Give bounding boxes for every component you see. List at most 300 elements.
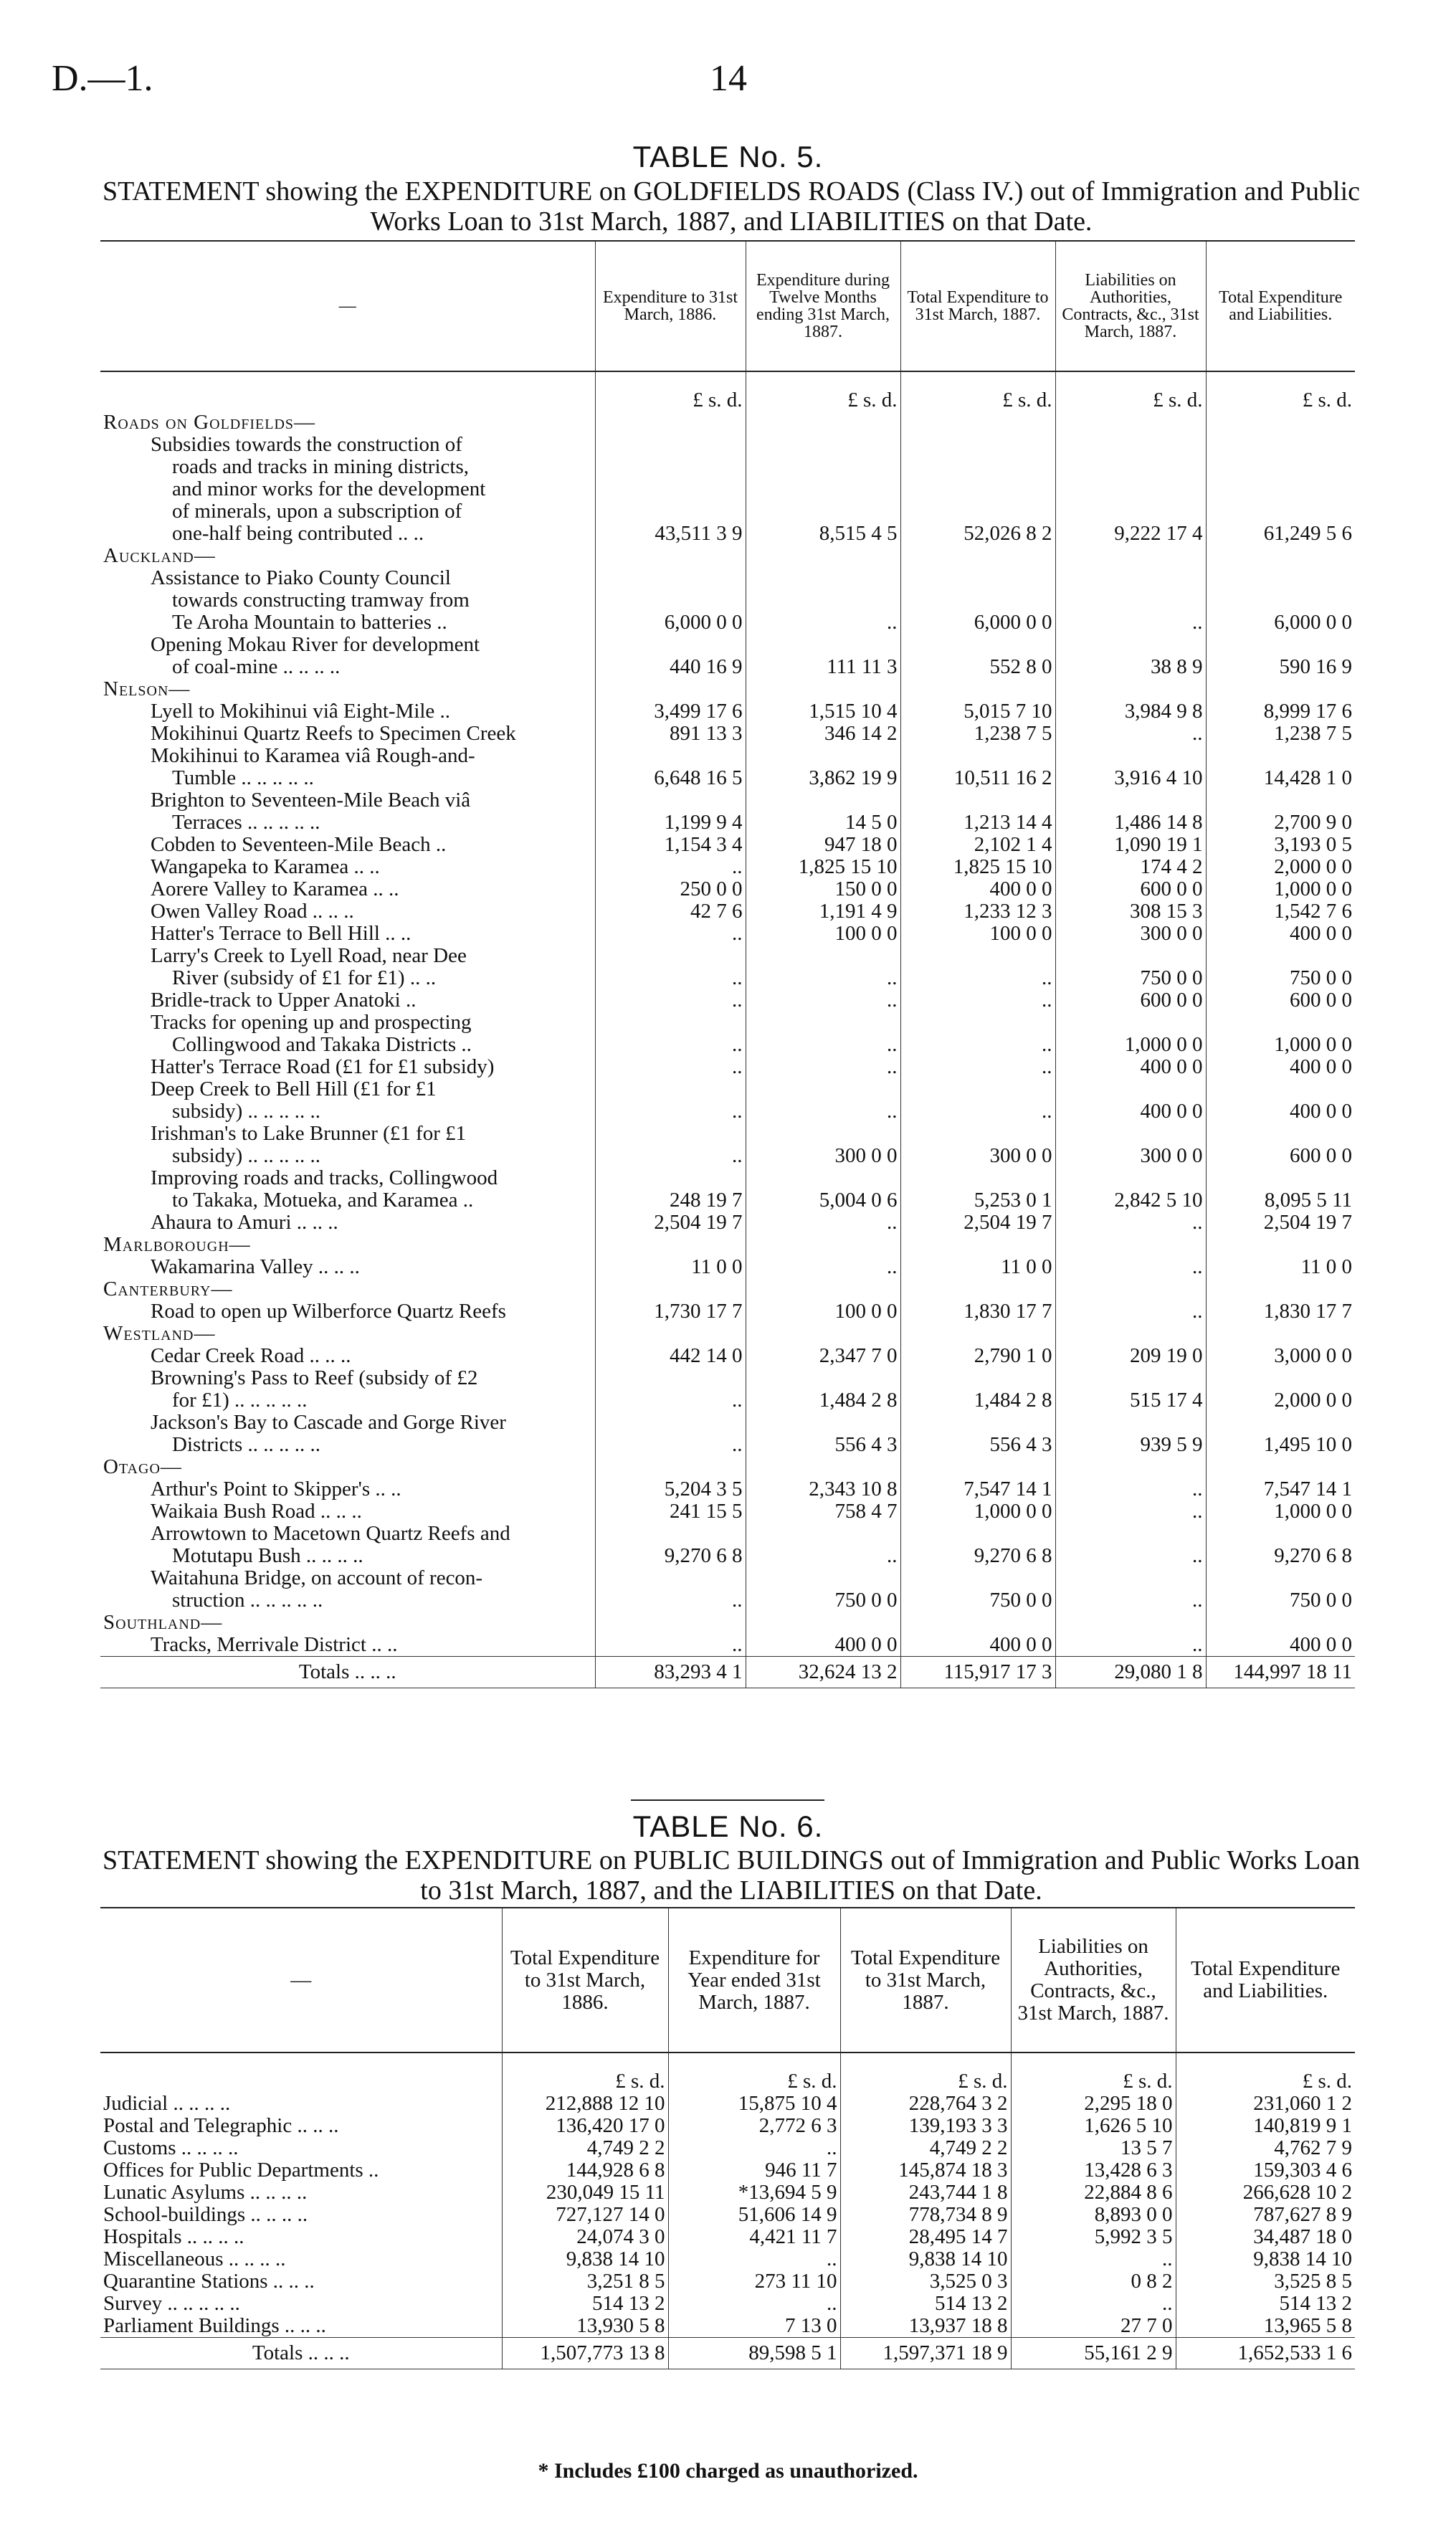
- table-row: [100, 1123, 1355, 1145]
- amount-cell: [900, 745, 1055, 767]
- row-description: Quarantine Stations .. .. ..: [103, 2270, 315, 2293]
- amount-cell: 308 15 3: [1055, 900, 1206, 923]
- table-row: [100, 1300, 1355, 1323]
- amount-cell: ..: [746, 1545, 900, 1567]
- amount-cell: ..: [1055, 723, 1206, 745]
- amount-cell: 750 0 0: [900, 1589, 1055, 1612]
- table-row: [100, 612, 1355, 634]
- amount-cell: [1206, 745, 1355, 767]
- amount-cell: 400 0 0: [746, 1634, 900, 1657]
- amount-cell: [746, 589, 900, 612]
- row-description: School-buildings .. .. .. ..: [103, 2204, 308, 2226]
- total-amount-cell: 1,507,773 13 8: [502, 2338, 668, 2369]
- amount-cell: 556 4 3: [900, 1434, 1055, 1456]
- amount-cell: 346 14 2: [746, 723, 900, 745]
- amount-cell: 9,838 14 10: [1176, 2248, 1355, 2270]
- amount-cell: [746, 1167, 900, 1189]
- amount-cell: 1,495 10 0: [1206, 1434, 1355, 1456]
- amount-cell: 9,838 14 10: [502, 2248, 668, 2270]
- amount-cell: [1206, 1412, 1355, 1434]
- row-description: Deep Creek to Bell Hill (£1 for £1: [151, 1078, 437, 1100]
- amount-cell: 1,825 15 10: [746, 856, 900, 878]
- amount-cell: 1,484 2 8: [900, 1389, 1055, 1412]
- amount-cell: 515 17 4: [1055, 1389, 1206, 1412]
- table-row: [100, 500, 1355, 523]
- row-description: and minor works for the development: [172, 478, 486, 500]
- amount-cell: 758 4 7: [746, 1500, 900, 1523]
- amount-cell: 243,744 1 8: [840, 2182, 1011, 2204]
- table-row: [100, 989, 1355, 1012]
- amount-cell: [1206, 1367, 1355, 1389]
- row-description: Brighton to Seventeen-Mile Beach viâ: [151, 789, 471, 812]
- total-amount-cell: 1,597,371 18 9: [840, 2338, 1011, 2369]
- amount-cell: [595, 1367, 746, 1389]
- total-amount-cell: 115,917 17 3: [900, 1657, 1055, 1688]
- footnote: * Includes £100 charged as unauthorized.: [538, 2459, 918, 2483]
- table5-header-col1: Expenditure to 31st March, 1886.: [595, 241, 746, 371]
- amount-cell: 9,222 17 4: [1055, 523, 1206, 545]
- amount-cell: 14,428 1 0: [1206, 767, 1355, 789]
- amount-cell: [746, 945, 900, 967]
- amount-cell: 100 0 0: [746, 923, 900, 945]
- amount-cell: [1055, 1456, 1206, 1478]
- amount-cell: 2,700 9 0: [1206, 812, 1355, 834]
- table-row: [100, 545, 1355, 567]
- amount-cell: [1206, 1323, 1355, 1345]
- amount-cell: 42 7 6: [595, 900, 746, 923]
- amount-cell: [595, 545, 746, 567]
- amount-cell: [595, 1078, 746, 1100]
- amount-cell: 1,000 0 0: [900, 1500, 1055, 1523]
- amount-cell: ..: [746, 967, 900, 989]
- amount-cell: 228,764 3 2: [840, 2093, 1011, 2115]
- amount-cell: [900, 478, 1055, 500]
- table-row: [100, 2159, 1355, 2182]
- row-description: subsidy) .. .. .. .. ..: [172, 1100, 321, 1123]
- amount-cell: 1,626 5 10: [1011, 2115, 1176, 2137]
- amount-cell: [595, 412, 746, 434]
- currency-unit-label: £ s. d.: [1206, 371, 1355, 412]
- row-description: Te Aroha Mountain to batteries ..: [172, 612, 447, 634]
- row-description: Motutapu Bush .. .. .. ..: [172, 1545, 363, 1567]
- row-description: Parliament Buildings .. .. ..: [103, 2315, 326, 2337]
- amount-cell: 400 0 0: [1055, 1100, 1206, 1123]
- amount-cell: [595, 745, 746, 767]
- row-description: Bridle-track to Upper Anatoki ..: [151, 989, 417, 1012]
- amount-cell: 514 13 2: [502, 2293, 668, 2315]
- amount-cell: [595, 567, 746, 589]
- amount-cell: [1055, 456, 1206, 478]
- amount-cell: 100 0 0: [746, 1300, 900, 1323]
- amount-cell: 4,762 7 9: [1176, 2137, 1355, 2159]
- amount-cell: [1206, 567, 1355, 589]
- amount-cell: 13,937 18 8: [840, 2315, 1011, 2338]
- row-description: roads and tracks in mining districts,: [172, 456, 469, 478]
- amount-cell: [1206, 412, 1355, 434]
- amount-cell: [595, 1523, 746, 1545]
- amount-cell: [595, 1012, 746, 1034]
- amount-cell: [595, 1612, 746, 1634]
- amount-cell: ..: [595, 1389, 746, 1412]
- table-row: [100, 656, 1355, 678]
- amount-cell: [746, 634, 900, 656]
- amount-cell: 400 0 0: [1206, 1634, 1355, 1657]
- amount-cell: 400 0 0: [900, 878, 1055, 900]
- amount-cell: [1206, 1567, 1355, 1589]
- table-row: [100, 945, 1355, 967]
- row-description: Miscellaneous .. .. .. ..: [103, 2248, 286, 2270]
- amount-cell: 778,734 8 9: [840, 2204, 1011, 2226]
- amount-cell: 5,204 3 5: [595, 1478, 746, 1500]
- amount-cell: [900, 789, 1055, 812]
- row-description: Browning's Pass to Reef (subsidy of £2: [151, 1367, 478, 1389]
- amount-cell: [900, 1323, 1055, 1345]
- amount-cell: 11 0 0: [595, 1256, 746, 1278]
- amount-cell: [595, 1123, 746, 1145]
- amount-cell: 2,790 1 0: [900, 1345, 1055, 1367]
- amount-cell: 1,233 12 3: [900, 900, 1055, 923]
- amount-cell: [1055, 1367, 1206, 1389]
- amount-cell: 4,749 2 2: [840, 2137, 1011, 2159]
- amount-cell: 891 13 3: [595, 723, 746, 745]
- amount-cell: [1206, 1123, 1355, 1145]
- amount-cell: [746, 1412, 900, 1434]
- table6-header-col5: Total Expenditure and Liabilities.: [1176, 1908, 1355, 2053]
- row-description: Tracks, Merrivale District .. ..: [151, 1634, 398, 1656]
- amount-cell: 34,487 18 0: [1176, 2226, 1355, 2248]
- amount-cell: [746, 1012, 900, 1034]
- table-row: [100, 1389, 1355, 1412]
- amount-cell: 750 0 0: [1055, 967, 1206, 989]
- amount-cell: 43,511 3 9: [595, 523, 746, 545]
- amount-cell: 24,074 3 0: [502, 2226, 668, 2248]
- table-row: [100, 1434, 1355, 1456]
- amount-cell: 13,428 6 3: [1011, 2159, 1176, 2182]
- amount-cell: ..: [900, 1034, 1055, 1056]
- amount-cell: 273 11 10: [668, 2270, 840, 2293]
- amount-cell: ..: [900, 1100, 1055, 1123]
- amount-cell: 1,000 0 0: [1055, 1034, 1206, 1056]
- amount-cell: 5,004 0 6: [746, 1189, 900, 1212]
- amount-cell: ..: [595, 1034, 746, 1056]
- currency-unit-label: £ s. d.: [595, 371, 746, 412]
- amount-cell: 174 4 2: [1055, 856, 1206, 878]
- row-description: Lyell to Mokihinui viâ Eight-Mile ..: [151, 700, 451, 723]
- amount-cell: 440 16 9: [595, 656, 746, 678]
- row-description: Postal and Telegraphic .. .. ..: [103, 2115, 339, 2137]
- amount-cell: ..: [746, 989, 900, 1012]
- amount-cell: [1206, 589, 1355, 612]
- row-description: Mokihinui to Karamea viâ Rough-and-: [151, 745, 475, 767]
- amount-cell: [1206, 1078, 1355, 1100]
- amount-cell: [746, 456, 900, 478]
- table-row: [100, 678, 1355, 700]
- district-heading: Nelson—: [103, 678, 191, 700]
- table5: [100, 240, 1355, 1688]
- table-row: [100, 745, 1355, 767]
- currency-blank: [100, 2053, 502, 2093]
- amount-cell: 600 0 0: [1206, 989, 1355, 1012]
- amount-cell: [1206, 1167, 1355, 1189]
- amount-cell: 514 13 2: [840, 2293, 1011, 2315]
- amount-cell: [1206, 500, 1355, 523]
- row-description: Tumble .. .. .. .. ..: [172, 767, 314, 789]
- amount-cell: [1055, 1234, 1206, 1256]
- amount-cell: ..: [1055, 612, 1206, 634]
- amount-cell: ..: [668, 2293, 840, 2315]
- amount-cell: [1206, 789, 1355, 812]
- amount-cell: 2,504 19 7: [595, 1212, 746, 1234]
- total-amount-cell: 83,293 4 1: [595, 1657, 746, 1688]
- row-description: Subsidies towards the construction of: [151, 434, 462, 456]
- amount-cell: [1055, 1123, 1206, 1145]
- amount-cell: [900, 589, 1055, 612]
- row-description: Customs .. .. .. ..: [103, 2137, 239, 2159]
- amount-cell: [1206, 1456, 1355, 1478]
- row-description: Owen Valley Road .. .. ..: [151, 900, 354, 923]
- row-description: Offices for Public Departments ..: [103, 2159, 379, 2182]
- amount-cell: 10,511 16 2: [900, 767, 1055, 789]
- amount-cell: [746, 678, 900, 700]
- amount-cell: 400 0 0: [900, 1634, 1055, 1657]
- table5-statement: STATEMENT showing the EXPENDITURE on GOLDFIELDS ROADS (Class IV.) out of Immigration and Public Works Loan to 31st March, 1887, and LIABILITIES on that Date.: [102, 176, 1361, 237]
- table6-header-col3: Total Expenditure to 31st March, 1887.: [840, 1908, 1011, 2053]
- table-row: [100, 723, 1355, 745]
- amount-cell: 14 5 0: [746, 812, 900, 834]
- amount-cell: 3,525 0 3: [840, 2270, 1011, 2293]
- amount-cell: 140,819 9 1: [1176, 2115, 1355, 2137]
- row-description: Mokihinui Quartz Reefs to Specimen Creek: [151, 723, 516, 745]
- table-row: [100, 456, 1355, 478]
- table5-header-description: —: [100, 241, 595, 371]
- amount-cell: 2,000 0 0: [1206, 1389, 1355, 1412]
- amount-cell: [746, 1123, 900, 1145]
- amount-cell: 2,772 6 3: [668, 2115, 840, 2137]
- amount-cell: [1055, 434, 1206, 456]
- amount-cell: [595, 1412, 746, 1434]
- amount-cell: 1,830 17 7: [900, 1300, 1055, 1323]
- table-row: [100, 2115, 1355, 2137]
- amount-cell: [1206, 1523, 1355, 1545]
- table-row: [100, 1012, 1355, 1034]
- totals-label: Totals .. .. ..: [100, 1657, 595, 1688]
- amount-cell: [595, 500, 746, 523]
- table-row: [100, 2270, 1355, 2293]
- table-row: [100, 2293, 1355, 2315]
- table-row: [100, 434, 1355, 456]
- table-row: [100, 1545, 1355, 1567]
- amount-cell: [900, 1167, 1055, 1189]
- amount-cell: [746, 745, 900, 767]
- row-description: struction .. .. .. .. ..: [172, 1589, 323, 1612]
- amount-cell: [900, 500, 1055, 523]
- table-row: [100, 2137, 1355, 2159]
- amount-cell: 150 0 0: [746, 878, 900, 900]
- amount-cell: 1,484 2 8: [746, 1389, 900, 1412]
- row-description: Cedar Creek Road .. .. ..: [151, 1345, 351, 1367]
- amount-cell: 1,515 10 4: [746, 700, 900, 723]
- amount-cell: 250 0 0: [595, 878, 746, 900]
- row-description: Assistance to Piako County Council: [151, 567, 451, 589]
- amount-cell: [900, 1412, 1055, 1434]
- amount-cell: 400 0 0: [1206, 1100, 1355, 1123]
- table-row: [100, 2182, 1355, 2204]
- amount-cell: ..: [900, 989, 1055, 1012]
- amount-cell: 4,421 11 7: [668, 2226, 840, 2248]
- amount-cell: 400 0 0: [1206, 1056, 1355, 1078]
- row-description: Hatter's Terrace Road (£1 for £1 subsidy): [151, 1056, 495, 1078]
- table-row: [100, 2204, 1355, 2226]
- table6-header-col2: Expenditure for Year ended 31st March, 1887.: [668, 1908, 840, 2053]
- district-heading: Westland—: [103, 1323, 216, 1345]
- amount-cell: *13,694 5 9: [668, 2182, 840, 2204]
- amount-cell: [900, 1456, 1055, 1478]
- amount-cell: 144,928 6 8: [502, 2159, 668, 2182]
- amount-cell: 1,000 0 0: [1206, 1500, 1355, 1523]
- amount-cell: 3,916 4 10: [1055, 767, 1206, 789]
- row-description: Road to open up Wilberforce Quartz Reefs: [151, 1300, 506, 1323]
- amount-cell: [746, 1323, 900, 1345]
- amount-cell: ..: [1055, 1212, 1206, 1234]
- table-row: [100, 412, 1355, 434]
- amount-cell: [900, 1123, 1055, 1145]
- amount-cell: 6,000 0 0: [595, 612, 746, 634]
- amount-cell: 1,830 17 7: [1206, 1300, 1355, 1323]
- table6-header-col1: Total Expenditure to 31st March, 1886.: [502, 1908, 668, 2053]
- amount-cell: [595, 1567, 746, 1589]
- amount-cell: 139,193 3 3: [840, 2115, 1011, 2137]
- amount-cell: 4,749 2 2: [502, 2137, 668, 2159]
- amount-cell: [746, 478, 900, 500]
- total-amount-cell: 1,652,533 1 6: [1176, 2338, 1355, 2369]
- amount-cell: ..: [1055, 1478, 1206, 1500]
- page-number: 14: [710, 58, 747, 99]
- table-row: [100, 1145, 1355, 1167]
- amount-cell: 590 16 9: [1206, 656, 1355, 678]
- table-row: [100, 1500, 1355, 1523]
- table-row: [100, 1256, 1355, 1278]
- amount-cell: [595, 434, 746, 456]
- amount-cell: 1,000 0 0: [1206, 1034, 1355, 1056]
- amount-cell: 1,238 7 5: [1206, 723, 1355, 745]
- district-heading: Canterbury—: [103, 1278, 233, 1300]
- page-reference: D.—1.: [52, 58, 153, 99]
- table-row: [100, 1056, 1355, 1078]
- amount-cell: [1055, 1278, 1206, 1300]
- amount-cell: 600 0 0: [1055, 878, 1206, 900]
- amount-cell: 2,842 5 10: [1055, 1189, 1206, 1212]
- amount-cell: 600 0 0: [1206, 1145, 1355, 1167]
- amount-cell: 1,730 17 7: [595, 1300, 746, 1323]
- row-description: Opening Mokau River for development: [151, 634, 480, 656]
- amount-cell: [746, 1078, 900, 1100]
- district-heading: Roads on Goldfields—: [103, 412, 316, 434]
- section-divider: [631, 1799, 824, 1801]
- currency-blank: [100, 371, 595, 412]
- amount-cell: 6,000 0 0: [1206, 612, 1355, 634]
- table-row: [100, 700, 1355, 723]
- amount-cell: [595, 789, 746, 812]
- amount-cell: [900, 1278, 1055, 1300]
- amount-cell: 52,026 8 2: [900, 523, 1055, 545]
- amount-cell: 241 15 5: [595, 1500, 746, 1523]
- amount-cell: [1055, 1078, 1206, 1100]
- amount-cell: 6,000 0 0: [900, 612, 1055, 634]
- amount-cell: [1206, 478, 1355, 500]
- amount-cell: ..: [595, 1634, 746, 1657]
- table5-totals-row: [100, 1657, 1355, 1688]
- amount-cell: 2,347 7 0: [746, 1345, 900, 1367]
- amount-cell: 2,504 19 7: [900, 1212, 1055, 1234]
- amount-cell: 556 4 3: [746, 1434, 900, 1456]
- table-row: [100, 1100, 1355, 1123]
- table-row: [100, 1323, 1355, 1345]
- amount-cell: [1055, 945, 1206, 967]
- amount-cell: [746, 789, 900, 812]
- amount-cell: 11 0 0: [900, 1256, 1055, 1278]
- amount-cell: 1,090 19 1: [1055, 834, 1206, 856]
- row-description: Collingwood and Takaka Districts ..: [172, 1034, 472, 1056]
- row-description: Larry's Creek to Lyell Road, near Dee: [151, 945, 467, 967]
- amount-cell: 3,499 17 6: [595, 700, 746, 723]
- amount-cell: [900, 1078, 1055, 1100]
- total-amount-cell: 55,161 2 9: [1011, 2338, 1176, 2369]
- amount-cell: ..: [595, 1100, 746, 1123]
- amount-cell: 3,193 0 5: [1206, 834, 1355, 856]
- amount-cell: [1206, 1612, 1355, 1634]
- row-description: Cobden to Seventeen-Mile Beach ..: [151, 834, 447, 856]
- amount-cell: 61,249 5 6: [1206, 523, 1355, 545]
- amount-cell: 2,504 19 7: [1206, 1212, 1355, 1234]
- amount-cell: ..: [1011, 2293, 1176, 2315]
- row-description: Wakamarina Valley .. .. ..: [151, 1256, 360, 1278]
- amount-cell: 727,127 14 0: [502, 2204, 668, 2226]
- amount-cell: 3,862 19 9: [746, 767, 900, 789]
- amount-cell: [1206, 678, 1355, 700]
- amount-cell: ..: [668, 2137, 840, 2159]
- amount-cell: [595, 478, 746, 500]
- amount-cell: [746, 1234, 900, 1256]
- amount-cell: 8,095 5 11: [1206, 1189, 1355, 1212]
- amount-cell: 0 8 2: [1011, 2270, 1176, 2293]
- amount-cell: [1206, 634, 1355, 656]
- amount-cell: [595, 945, 746, 967]
- amount-cell: ..: [668, 2248, 840, 2270]
- amount-cell: 300 0 0: [1055, 923, 1206, 945]
- amount-cell: [595, 1456, 746, 1478]
- table-row: [100, 2093, 1355, 2115]
- row-description: Terraces .. .. .. .. ..: [172, 812, 320, 834]
- total-amount-cell: 89,598 5 1: [668, 2338, 840, 2369]
- row-description: Hospitals .. .. .. ..: [103, 2226, 244, 2248]
- row-description: for £1) .. .. .. .. ..: [172, 1389, 308, 1412]
- amount-cell: 8,893 0 0: [1011, 2204, 1176, 2226]
- amount-cell: [1206, 1234, 1355, 1256]
- amount-cell: ..: [746, 612, 900, 634]
- amount-cell: 5,015 7 10: [900, 700, 1055, 723]
- amount-cell: [746, 1523, 900, 1545]
- table5-header-col4: Liabilities on Authorities, Contracts, &c., 31st March, 1887.: [1055, 241, 1206, 371]
- row-description: Survey .. .. .. .. ..: [103, 2293, 240, 2315]
- currency-unit-label: £ s. d.: [502, 2053, 668, 2093]
- amount-cell: 231,060 1 2: [1176, 2093, 1355, 2115]
- amount-cell: [1055, 1612, 1206, 1634]
- amount-cell: ..: [746, 1056, 900, 1078]
- table-row: [100, 1412, 1355, 1434]
- amount-cell: 15,875 10 4: [668, 2093, 840, 2115]
- amount-cell: [1055, 1523, 1206, 1545]
- amount-cell: ..: [595, 1145, 746, 1167]
